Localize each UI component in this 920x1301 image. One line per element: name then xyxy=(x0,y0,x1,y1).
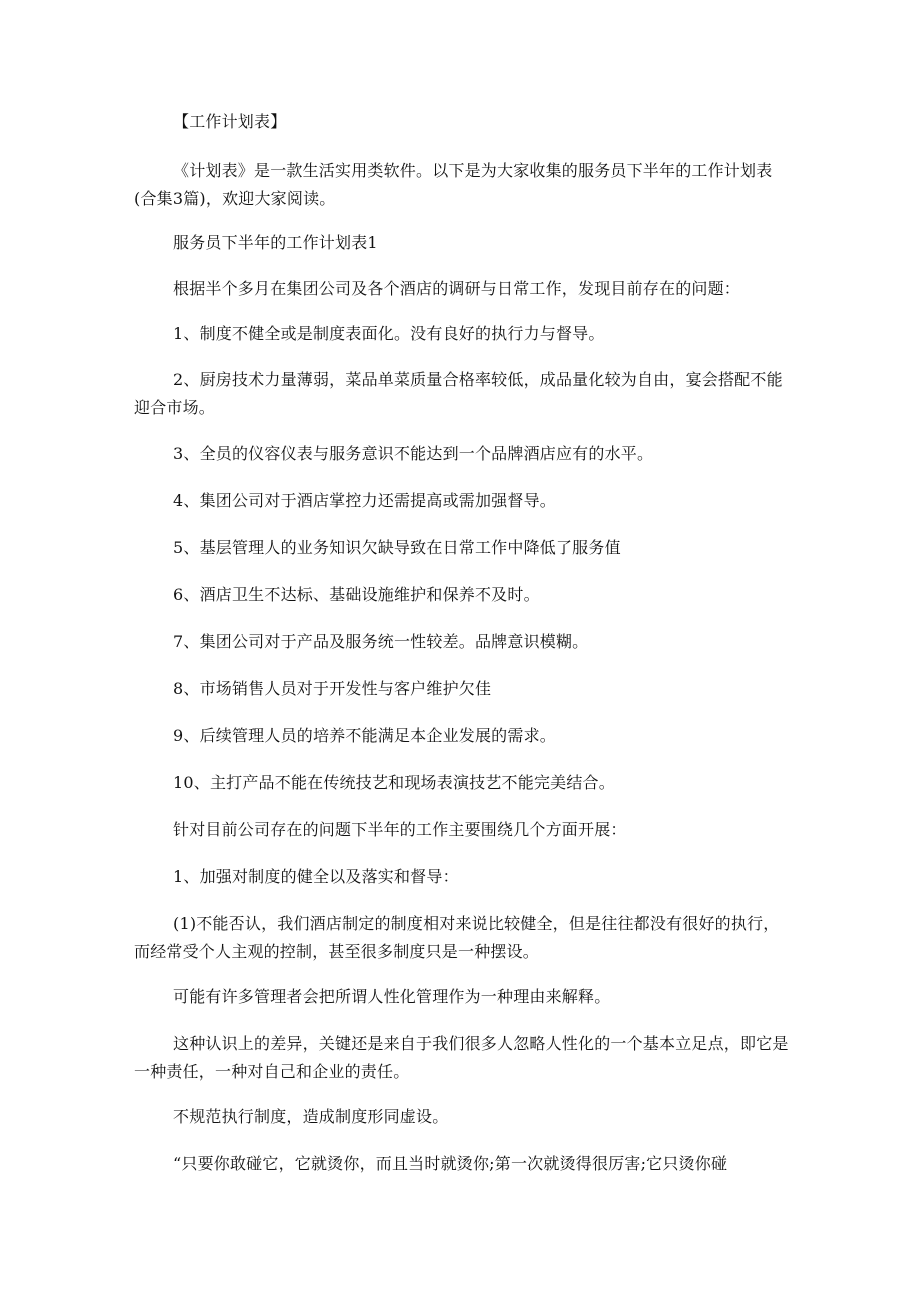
paragraph-humanized-management: 可能有许多管理者会把所谓人性化管理作为一种理由来解释。 xyxy=(173,987,611,1006)
problem-item-5: 5、基层管理人的业务知识欠缺导致在日常工作中降低了服务值 xyxy=(173,538,621,557)
problem-item-6: 6、酒店卫生不达标、基础设施维护和保养不及时。 xyxy=(173,585,540,604)
section-title: 服务员下半年的工作计划表1 xyxy=(173,233,378,252)
problem-item-10: 10、主打产品不能在传统技艺和现场表演技艺不能完美结合。 xyxy=(173,773,615,792)
problem-item-4: 4、集团公司对于酒店掌控力还需提高或需加强督导。 xyxy=(173,491,556,510)
problems-lead: 根据半个多月在集团公司及各个酒店的调研与日常工作，发现目前存在的问题： xyxy=(173,279,741,298)
plan-item-1-detail: (1)不能否认，我们酒店制定的制度相对来说比较健全，但是往往都没有很好的执行，而经常受个人主观的控制，甚至很多制度只是一种摆设。 xyxy=(134,914,780,961)
problem-item-2: 2、厨房技术力量薄弱，菜品单菜质量合格率较低，成品量化较为自由，宴会搭配不能迎合市场。 xyxy=(134,370,783,417)
problem-item-1: 1、制度不健全或是制度表面化。没有良好的执行力与督导。 xyxy=(173,324,605,343)
paragraph-responsibility: 这种认识上的差异，关键还是来自于我们很多人忽略人性化的一个基本立足点，即它是一种责任，一种对自己和企业的责任。 xyxy=(134,1034,789,1081)
problem-item-9: 9、后续管理人员的培养不能满足本企业发展的需求。 xyxy=(173,726,556,745)
intro-paragraph: 《计划表》是一款生活实用类软件。以下是为大家收集的服务员下半年的工作计划表(合集3篇)，欢迎大家阅读。 xyxy=(134,161,773,208)
plan-lead: 针对目前公司存在的问题下半年的工作主要围绕几个方面开展： xyxy=(173,820,627,839)
document-heading: 【工作计划表】 xyxy=(173,112,287,131)
problem-item-7: 7、集团公司对于产品及服务统一性较差。品牌意识模糊。 xyxy=(173,632,589,651)
problem-item-3: 3、全员的仪容仪表与服务意识不能达到一个品牌酒店应有的水平。 xyxy=(173,444,654,463)
paragraph-hot-stove-quote: “只要你敢碰它，它就烫你，而且当时就烫你;第一次就烫得很厉害;它只烫你碰 xyxy=(173,1154,728,1173)
problem-item-8: 8、市场销售人员对于开发性与客户维护欠佳 xyxy=(173,679,492,698)
paragraph-nonstandard-execution: 不规范执行制度，造成制度形同虚设。 xyxy=(173,1107,449,1126)
plan-item-1: 1、加强对制度的健全以及落实和督导： xyxy=(173,867,459,886)
